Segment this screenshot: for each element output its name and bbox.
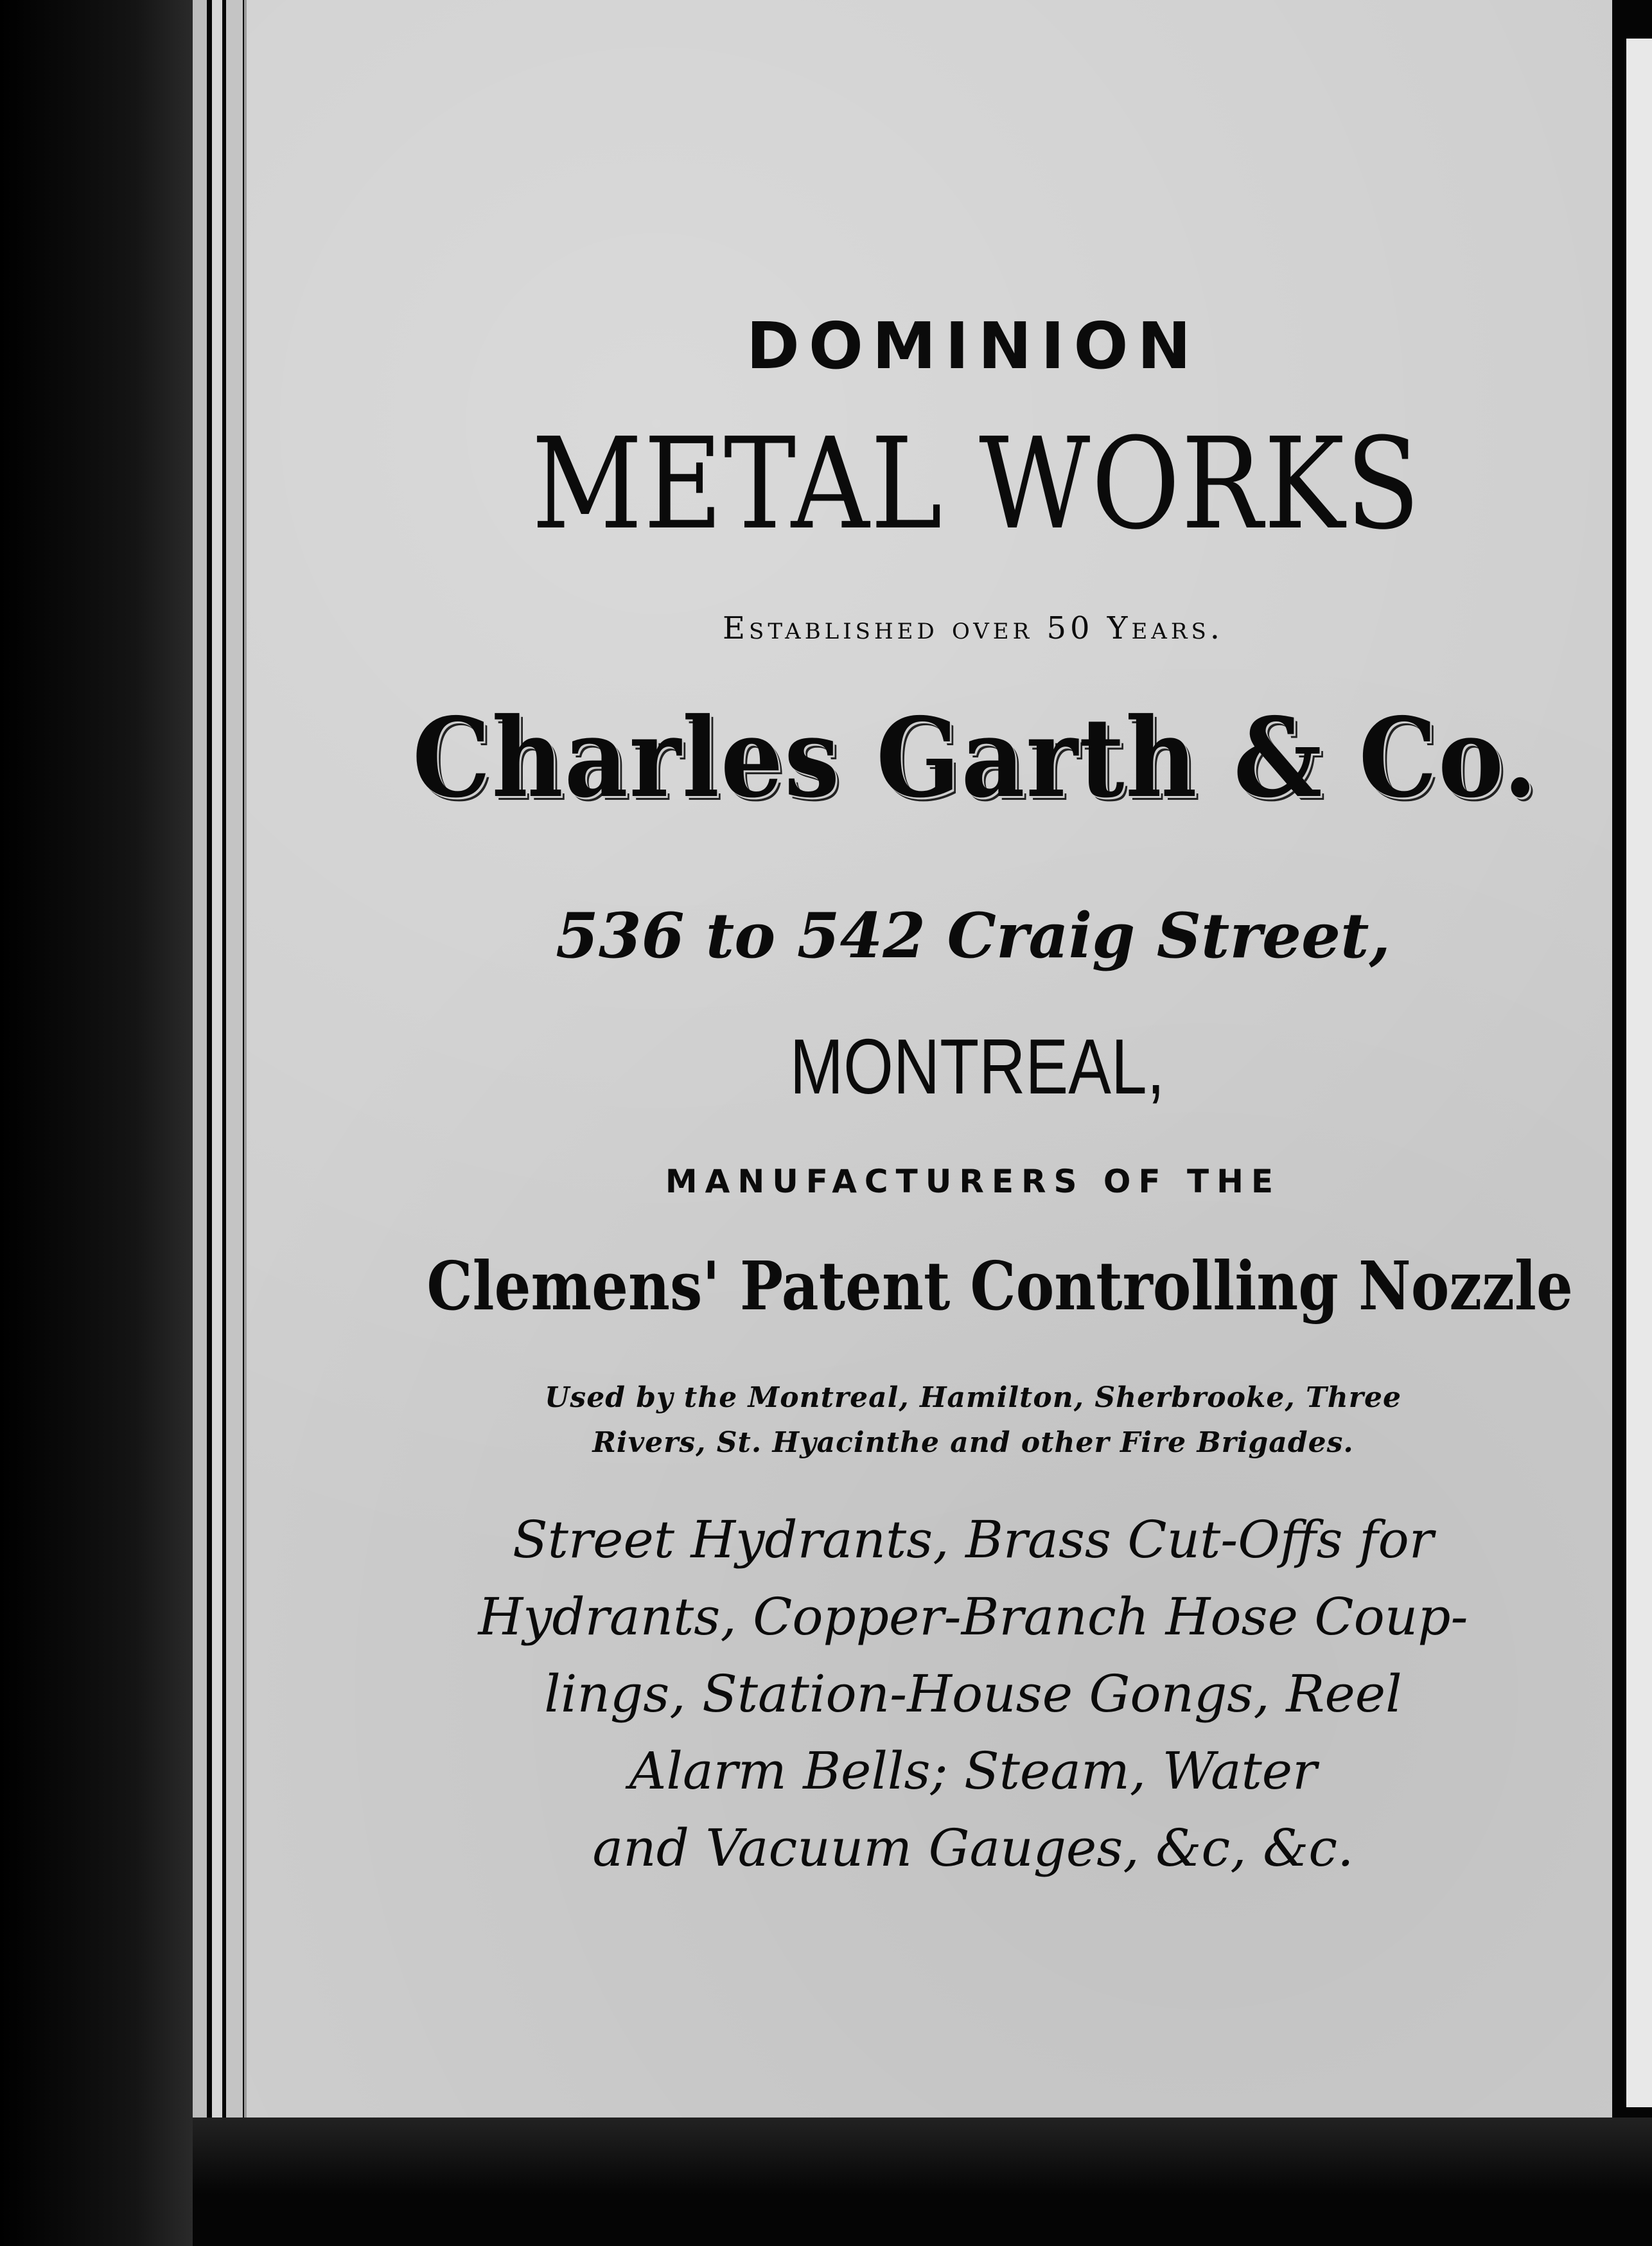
manufacturers-line: MANUFACTURERS OF THE — [665, 1163, 1281, 1200]
advertisement — [244, 0, 1612, 2118]
page-edge — [193, 0, 207, 2118]
page-edge — [212, 0, 222, 2118]
facing-page-edge — [1626, 39, 1652, 2107]
title: METAL WORKS — [531, 411, 1421, 558]
used-by-line: Rivers, St. Hyacinthe and other Fire Brigades. — [592, 1426, 1354, 1459]
product-name: Clemens' Patent Controlling Nozzle — [426, 1246, 1573, 1325]
goods-line: Street Hydrants, Brass Cut-Offs for — [512, 1510, 1434, 1570]
city: MONTREAL, — [789, 1023, 1165, 1110]
goods-line: Alarm Bells; Steam, Water — [629, 1741, 1317, 1801]
goods-line: and Vacuum Gauges, &c, &c. — [592, 1818, 1354, 1878]
street-address: 536 to 542 Craig Street, — [556, 899, 1391, 972]
goods-line: lings, Station-House Gongs, Reel — [544, 1664, 1402, 1724]
used-by-line: Used by the Montreal, Hamilton, Sherbrooke, Three — [545, 1381, 1402, 1414]
left-shadow — [0, 0, 193, 2246]
bottom-shadow — [193, 2118, 1652, 2246]
page-edge — [226, 0, 243, 2118]
company-name: Charles Garth & Co. — [412, 694, 1539, 822]
goods-line: Hydrants, Copper-Branch Hose Coup- — [478, 1587, 1468, 1647]
binding-gap — [1612, 0, 1626, 2120]
established-line: Established over 50 Years. — [722, 610, 1224, 646]
heading: DOMINION — [746, 308, 1200, 384]
